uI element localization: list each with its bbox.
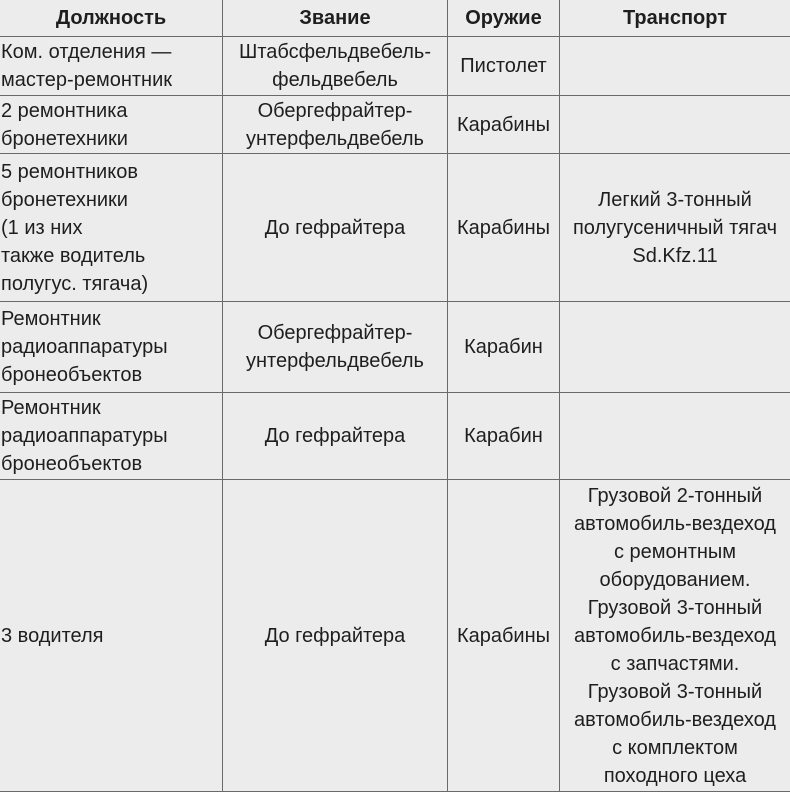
cell-weapon: Карабин bbox=[448, 302, 560, 393]
table-row bbox=[0, 302, 790, 393]
cell-rank: Обергефрайтер- унтерфельдвебель bbox=[223, 302, 448, 393]
cell-rank: До гефрайтера bbox=[223, 480, 448, 792]
cell-position: 3 водителя bbox=[0, 480, 223, 792]
cell-position: 2 ремонтника бронетехники bbox=[0, 96, 223, 154]
cell-transport: Легкий 3-тонный полугусеничный тягач Sd.Kfz.11 bbox=[560, 154, 790, 302]
cell-rank: До гефрайтера bbox=[223, 154, 448, 302]
header-row bbox=[0, 0, 790, 37]
header-rank: Звание bbox=[223, 0, 448, 37]
cell-weapon: Карабины bbox=[448, 480, 560, 792]
cell-weapon: Карабины bbox=[448, 154, 560, 302]
cell-rank: Обергефрайтер- унтерфельдвебель bbox=[223, 96, 448, 154]
table-row bbox=[0, 393, 790, 480]
cell-weapon: Карабины bbox=[448, 96, 560, 154]
cell-weapon: Карабин bbox=[448, 393, 560, 480]
header-transport: Транспорт bbox=[560, 0, 790, 37]
cell-rank: Штабсфельдвебель- фельдвебель bbox=[223, 37, 448, 96]
cell-position: 5 ремонтников бронетехники (1 из них также водитель полугус. тягача) bbox=[0, 154, 223, 302]
cell-transport bbox=[560, 37, 790, 96]
cell-transport bbox=[560, 393, 790, 480]
table-row bbox=[0, 37, 790, 96]
table-row bbox=[0, 96, 790, 154]
cell-weapon: Пистолет bbox=[448, 37, 560, 96]
cell-transport bbox=[560, 96, 790, 154]
cell-position: Ком. отделения — мастер-ремонтник bbox=[0, 37, 223, 96]
header-position: Должность bbox=[0, 0, 223, 37]
cell-position: Ремонтник радиоаппаратуры бронеобъектов bbox=[0, 302, 223, 393]
cell-position: Ремонтник радиоаппаратуры бронеобъектов bbox=[0, 393, 223, 480]
cell-transport: Грузовой 2-тонный автомобиль-вездеход с ремонтным оборудованием. Грузовой 3-тонный автомобиль-вездеход с запчастями. Грузовой 3-тонный автомобиль-вездеход с комплектом походного цеха bbox=[560, 480, 790, 792]
cell-transport bbox=[560, 302, 790, 393]
table-row bbox=[0, 154, 790, 302]
header-weapon: Оружие bbox=[448, 0, 560, 37]
table-row bbox=[0, 480, 790, 792]
cell-rank: До гефрайтера bbox=[223, 393, 448, 480]
